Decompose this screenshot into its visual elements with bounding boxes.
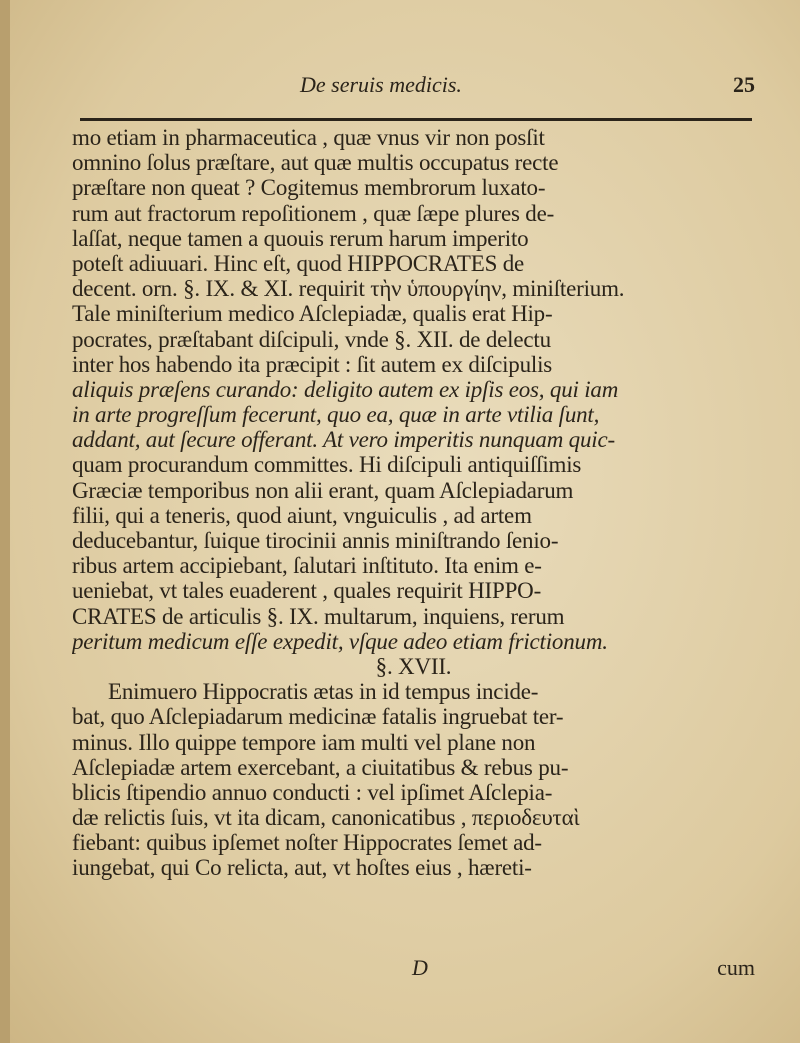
text-line: Aſclepiadæ artem exercebant, a ciuitatibus & rebus pu- bbox=[72, 754, 569, 780]
text-line: pocrates, præſtabant diſcipuli, vnde §. XII. de delectu bbox=[72, 326, 551, 352]
body-text bbox=[72, 125, 755, 881]
text-line: decent. orn. §. IX. & XI. requirit τὴν ὑπουργίην, miniſterium. bbox=[72, 276, 625, 302]
text-line: blicis ſtipendio annuo conducti : vel ipſimet Aſclepia- bbox=[72, 779, 553, 805]
text-line: quam procurandum committes. Hi diſcipuli antiquiſſimis bbox=[72, 452, 582, 478]
text-line: filii, qui a teneris, quod aiunt, vnguiculis , ad artem bbox=[72, 502, 532, 528]
text-line: rum aut fractorum repoſitionem , quæ ſæpe plures de- bbox=[72, 200, 555, 226]
text-line: iungebat, qui Co relicta, aut, vt hoſtes eius , hæreti- bbox=[72, 855, 532, 881]
text-line: mo etiam in pharmaceutica , quæ vnus vir non posſit bbox=[72, 125, 545, 150]
catchword: cum bbox=[717, 955, 755, 980]
text-line: minus. Illo quippe tempore iam multi vel plane non bbox=[72, 729, 536, 755]
text-line: Enimuero Hippocratis ætas in id tempus incide- bbox=[108, 679, 539, 705]
text-line: poteſt adiuuari. Hinc eſt, quod HIPPOCRATES de bbox=[72, 250, 525, 276]
text-line: Tale miniſterium medico Aſclepiadæ, qualis erat Hip- bbox=[72, 301, 553, 327]
page-footer bbox=[72, 955, 755, 985]
page-header bbox=[70, 72, 755, 102]
text-line: ribus artem accipiebant, ſalutari inſtituto. Ita enim e- bbox=[72, 553, 542, 579]
text-line: peritum medicum eſſe expedit, vſque adeo etiam frictionum. bbox=[72, 628, 608, 654]
text-line: dæ relictis ſuis, vt ita dicam, canonicatibus , περιοδευταὶ bbox=[72, 805, 580, 831]
text-line: fiebant: quibus ipſemet noſter Hippocrates ſemet ad- bbox=[72, 830, 542, 856]
text-line: bat, quo Aſclepiadarum medicinæ fatalis ingruebat ter- bbox=[72, 704, 564, 730]
page-number: 25 bbox=[733, 72, 755, 97]
text-line: aliquis præſens curando: deligito autem ex ipſis eos, qui iam bbox=[72, 376, 619, 402]
text-line: laſſat, neque tamen a quouis rerum harum imperito bbox=[72, 225, 529, 251]
text-line: omnino ſolus præſtare, aut quæ multis occupatus recte bbox=[72, 150, 559, 176]
text-line: in arte progreſſum fecerunt, quo ea, quæ in arte vtilia ſunt, bbox=[72, 402, 600, 428]
text-line: inter hos habendo ita præcipit : ſit autem ex diſcipulis bbox=[72, 351, 553, 377]
running-title: De seruis medicis. bbox=[300, 72, 462, 97]
text-line: Græciæ temporibus non alii erant, quam Aſclepiadarum bbox=[72, 477, 574, 503]
text-line: addant, aut ſecure offerant. At vero imperitis nunquam quic- bbox=[72, 427, 615, 453]
text-line: deducebantur, ſuique tirocinii annis miniſtrando ſenio- bbox=[72, 528, 559, 553]
text-line: ueniebat, vt tales euaderent , quales requirit HIPPO- bbox=[72, 578, 542, 604]
text-line: præſtare non queat ? Cogitemus membrorum luxato- bbox=[72, 175, 546, 201]
section-heading: §. XVII. bbox=[375, 653, 452, 679]
header-rule bbox=[80, 118, 752, 121]
text-line: CRATES de articulis §. IX. multarum, inquiens, rerum bbox=[72, 603, 565, 629]
signature-mark: D bbox=[412, 955, 428, 980]
